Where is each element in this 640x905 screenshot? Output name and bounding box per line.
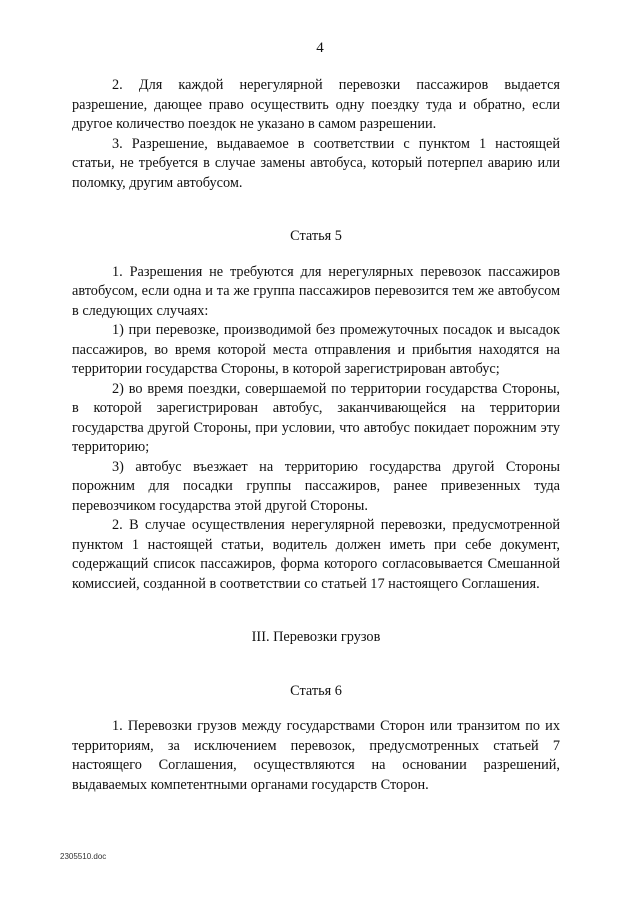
article-5-subclause-1: 1) при перевозке, производимой без промежуточных посадок и высадок пассажиров, во время которой места отправления и прибытия находятся на территории государства Стороны, в которой зарегистрирован автобус; xyxy=(72,322,560,377)
page-number: 4 xyxy=(316,40,324,56)
paragraph-permit-validity: 2. Для каждой нерегулярной перевозки пассажиров выдается разрешение, дающее право осуществить одну поездку туда и обратно, если другое количество поездок не указано в самом разрешении. xyxy=(72,77,560,132)
article-5-subclause-3: 3) автобус въезжает на территорию государства другой Стороны порожним для посадки группы пассажиров, ранее привезенных туда перевозчиком государства этой другой Стороны. xyxy=(72,458,560,514)
article-6-clause-1: 1. Перевозки грузов между государствами Сторон или транзитом по их территориям, за исключением перевозок, предусмотренных статьей 7 настоящего Соглашения, осуществляются на основании разрешений, выдаваемых компетентными органами государств Сторон. xyxy=(72,718,560,793)
article-5-clause-2: 2. В случае осуществления нерегулярной перевозки, предусмотренной пунктом 1 настоящей статьи, водитель должен иметь при себе документ, содержащий список пассажиров, форма которого согласовывается Смешанной комиссией, созданной в соответствии со статьей 17 настоящего Соглашения. xyxy=(72,517,560,592)
file-name-footer: 2305510.doc xyxy=(60,852,107,861)
article-5-subclause-2: 2) во время поездки, совершаемой по территории государства Стороны, в которой зарегистрирован автобус, заканчивающейся на территории государства другой Стороны, при условии, что автобус покидает порожним эту территорию; xyxy=(72,380,560,455)
document-body xyxy=(72,76,560,795)
section-3-heading: III. Перевозки грузов xyxy=(251,629,381,645)
article-5-heading: Статья 5 xyxy=(290,228,342,244)
paragraph-bus-replacement: 3. Разрешение, выдаваемое в соответствии с пунктом 1 настоящей статьи, не требуется в случае замены автобуса, который потерпел аварию или поломку, другим автобусом. xyxy=(72,135,560,191)
article-6-heading: Статья 6 xyxy=(290,682,342,699)
article-5-clause-1: 1. Разрешения не требуются для нерегулярных перевозок пассажиров автобусом, если одна и та же группа пассажиров перевозится тем же автобусом в следующих случаях: xyxy=(72,263,560,319)
